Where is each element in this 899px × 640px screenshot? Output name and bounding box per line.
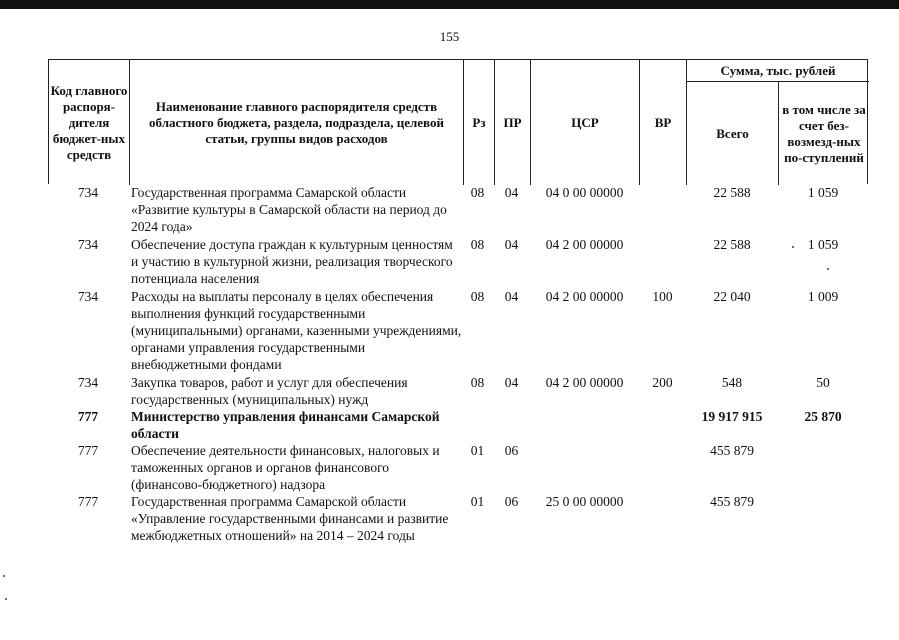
scan-top-edge xyxy=(0,0,899,9)
row-rz: 01 xyxy=(470,494,485,509)
row-pr: 04 xyxy=(504,237,519,252)
row-rz: 08 xyxy=(470,375,485,390)
row-csr: 04 2 00 00000 xyxy=(545,375,624,390)
row-total: 19 917 915 xyxy=(701,409,763,424)
row-pr: 04 xyxy=(504,185,519,200)
row-rz: 08 xyxy=(470,237,485,252)
scan-speck xyxy=(5,598,7,600)
row-name: Государственная программа Самарской области «Управление государственными финансами и развитие межбюджетных отношений» на 2014 – 2024 годы xyxy=(131,494,449,543)
row-rz: 08 xyxy=(470,185,485,200)
row-incl: 50 xyxy=(816,375,830,390)
row-vr: 200 xyxy=(652,375,673,390)
header-csr: ЦСР xyxy=(571,114,599,130)
header-incl: в том числе за счет без-возмезд-ных по-ступлений xyxy=(782,101,866,165)
row-vr: 100 xyxy=(652,289,673,304)
row-pr: 04 xyxy=(504,289,519,304)
row-name: Закупка товаров, работ и услуг для обеспечения государственных (муниципальных) нужд xyxy=(131,375,408,407)
row-name: Государственная программа Самарской области «Развитие культуры в Самарской области на период до 2024 года» xyxy=(131,185,447,234)
row-total: 22 588 xyxy=(713,185,751,200)
row-name: Обеспечение деятельности финансовых, налоговых и таможенных органов и органов финансового (финансово-бюджетного) надзора xyxy=(131,443,440,492)
row-code: 777 xyxy=(77,409,99,424)
row-total: 22 040 xyxy=(713,289,751,304)
row-code: 734 xyxy=(77,237,99,252)
row-code: 734 xyxy=(77,185,99,200)
row-name: Обеспечение доступа граждан к культурным ценностям и участию в культурной жизни, реализация творческого потенциала населения xyxy=(131,237,453,286)
row-rz: 08 xyxy=(470,289,485,304)
header-vr: ВР xyxy=(654,114,672,130)
row-incl: 1 059 xyxy=(807,237,839,252)
header-rz: Рз xyxy=(472,114,486,130)
row-total: 548 xyxy=(721,375,743,390)
row-rz: 01 xyxy=(470,443,485,458)
row-total: 455 879 xyxy=(710,494,754,509)
table-header xyxy=(48,59,868,184)
scan-speck xyxy=(3,575,5,577)
header-total: Всего xyxy=(716,125,749,141)
row-code: 734 xyxy=(77,375,99,390)
page-number: 155 xyxy=(439,29,460,44)
row-incl: 1 059 xyxy=(807,185,839,200)
row-incl: 25 870 xyxy=(804,409,842,424)
row-incl: 1 009 xyxy=(807,289,839,304)
row-csr: 04 2 00 00000 xyxy=(545,237,624,252)
row-code: 734 xyxy=(77,289,99,304)
row-csr: 25 0 00 00000 xyxy=(545,494,624,509)
header-sum: Сумма, тыс. рублей xyxy=(720,62,836,78)
row-code: 777 xyxy=(77,494,99,509)
row-csr: 04 2 00 00000 xyxy=(545,289,624,304)
header-pr: ПР xyxy=(503,114,522,130)
scan-speck xyxy=(792,246,794,248)
header-code: Код главного распоря-дителя бюджет-ных средств xyxy=(50,82,128,162)
row-pr: 04 xyxy=(504,375,519,390)
row-pr: 06 xyxy=(504,443,519,458)
header-name: Наименование главного распорядителя средств областного бюджета, раздела, подраздела, целевой статьи, группы видов расходов xyxy=(149,98,444,146)
row-total: 455 879 xyxy=(710,443,754,458)
scan-speck xyxy=(827,268,829,270)
row-total: 22 588 xyxy=(713,237,751,252)
row-pr: 06 xyxy=(504,494,519,509)
row-name: Расходы на выплаты персоналу в целях обеспечения выполнения функций государственными (муниципальными) органами, казенными учреждениями, органами управления государственными внебюджетными фондами xyxy=(131,289,462,372)
row-name: Министерство управления финансами Самарской области xyxy=(131,409,440,441)
row-csr: 04 0 00 00000 xyxy=(545,185,624,200)
row-code: 777 xyxy=(77,443,99,458)
